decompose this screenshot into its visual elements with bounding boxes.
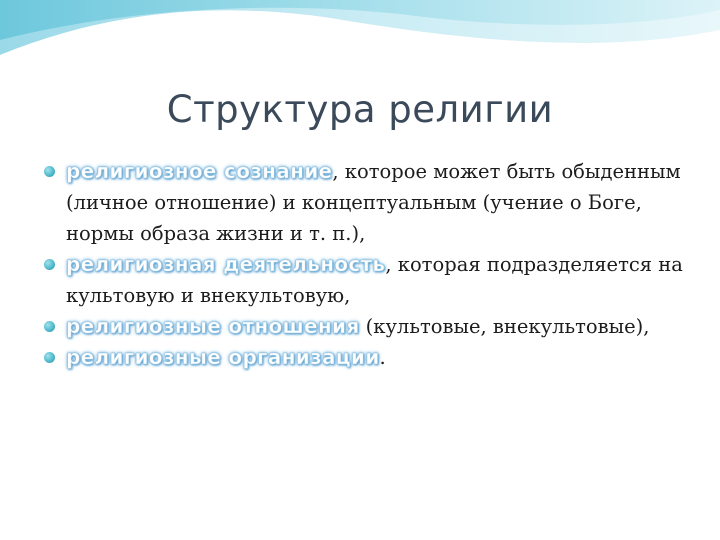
slide-title: Структура религии bbox=[166, 88, 554, 131]
round-bullet-icon bbox=[44, 321, 55, 332]
bullet-text: , которая подразделяется на культовую и внекультовую, bbox=[66, 253, 683, 307]
round-bullet-icon bbox=[44, 166, 55, 177]
bullet-term: религиозная деятельность bbox=[66, 252, 386, 276]
round-bullet-icon bbox=[44, 352, 55, 363]
bullet-item-relations bbox=[44, 311, 694, 342]
round-bullet-icon bbox=[44, 259, 55, 270]
bullet-list bbox=[44, 156, 694, 373]
bullet-text: , которое может быть обыденным (личное отношение) и концептуальным (учение о Боге, нормы образа жизни и т. п.), bbox=[66, 160, 681, 245]
bullet-term: религиозные отношения bbox=[66, 314, 360, 338]
bullet-term: религиозные организации bbox=[66, 345, 380, 369]
bullet-text: (культовые, внекультовые), bbox=[359, 315, 650, 338]
bullet-item-organizations bbox=[44, 342, 694, 373]
bullet-term: религиозное сознание bbox=[66, 159, 333, 183]
bullet-item-consciousness bbox=[44, 156, 694, 249]
bullet-text: . bbox=[379, 346, 386, 369]
header-wave-decoration bbox=[0, 0, 720, 90]
bullet-item-activity bbox=[44, 249, 694, 311]
